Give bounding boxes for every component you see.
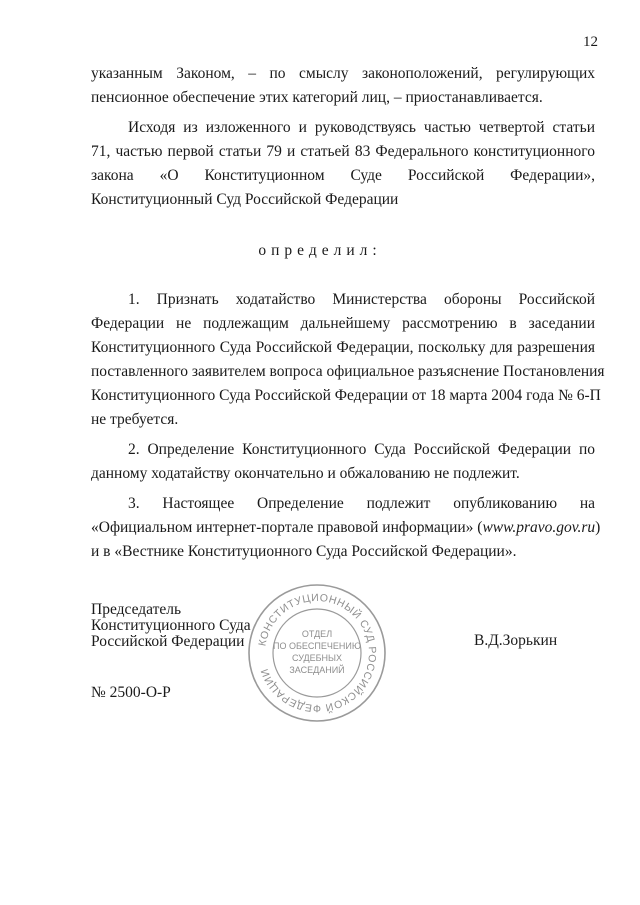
decision-number: № 2500-О-Р	[91, 684, 171, 701]
portal-name: «Официальном интернет-портале правовой информации» (	[91, 519, 483, 536]
item-1-line: Федерации не подлежащим дальнейшему рассмотрению в заседании	[91, 315, 595, 332]
signature-title: Председатель	[91, 601, 182, 618]
item-1-line: не требуется.	[91, 411, 179, 428]
item-1-line: Конституционного Суда Российской Федерации, поскольку для разрешения	[91, 339, 595, 356]
item-1-line: 1. Признать ходатайство Министерства обороны Российской	[128, 291, 595, 308]
signature-title: Конституционного Суда	[91, 617, 251, 634]
item-3-line: 3. Настоящее Определение подлежит опубликованию на	[128, 495, 595, 512]
page-number: 12	[583, 34, 598, 50]
portal-url[interactable]: www.pravo.gov.ru	[482, 519, 596, 536]
closing-paren: )	[595, 519, 601, 536]
item-3-line	[91, 518, 601, 538]
decided-heading: определил:	[258, 242, 382, 259]
item-3-line: и в «Вестнике Конституционного Суда Российской Федерации».	[91, 543, 517, 560]
signature-title: Российской Федерации	[91, 633, 245, 650]
basis-paragraph-line: Конституционный Суд Российской Федерации	[91, 191, 399, 208]
stamp-ring-text: КОНСТИТУЦИОННЫЙ СУД РОССИЙСКОЙ ФЕДЕРАЦИИ	[256, 591, 379, 715]
basis-paragraph-line: 71, частью первой статьи 79 и статьей 83 Федерального конституционного	[91, 143, 595, 160]
basis-paragraph-line: закона «О Конституционном Суде Российской Федерации»,	[91, 167, 595, 184]
paragraph-continuation-line: пенсионное обеспечение этих категорий лиц, – приостанавливается.	[91, 89, 543, 106]
basis-paragraph-line: Исходя из изложенного и руководствуясь частью четвертой статьи	[128, 119, 595, 136]
stamp-center-line: ОТДЕЛ	[301, 629, 333, 639]
paragraph-continuation-line: указанным Законом, – по смыслу законоположений, регулирующих	[91, 65, 595, 82]
stamp-center-line: ПО ОБЕСПЕЧЕНИЮ	[273, 641, 361, 651]
signer-name: В.Д.Зорькин	[474, 632, 558, 649]
item-1-line: Конституционного Суда Российской Федерации от 18 марта 2004 года № 6-П	[91, 387, 601, 404]
stamp-center-line: СУДЕБНЫХ	[292, 653, 342, 663]
official-stamp	[246, 582, 388, 724]
item-2-line: данному ходатайству окончательно и обжалованию не подлежит.	[91, 465, 520, 482]
stamp-center-line: ЗАСЕДАНИЙ	[289, 665, 345, 675]
item-1-line: поставленного заявителем вопроса официальное разъяснение Постановления	[91, 363, 605, 380]
item-2-line: 2. Определение Конституционного Суда Российской Федерации по	[128, 441, 595, 458]
